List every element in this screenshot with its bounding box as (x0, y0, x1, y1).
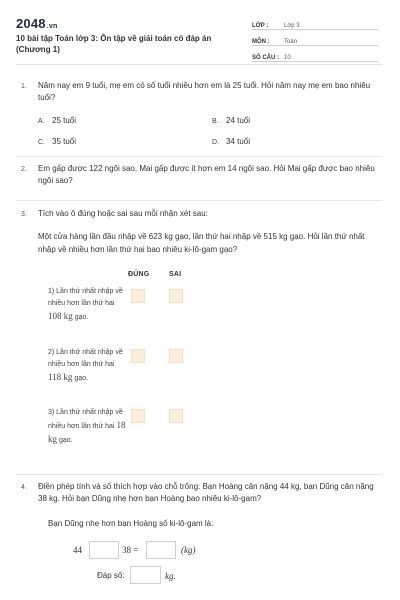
equation-unit: (kg) (181, 545, 196, 555)
question-separator (16, 200, 382, 201)
statement-suffix: gạo. (74, 375, 88, 382)
logo-tld: .vn (46, 23, 58, 30)
question-passage: Một cửa hàng lần đầu nhập về 623 kg gạo, lần thứ hai nhập về 515 kg gạo. Hỏi lần thứ nhất nhập về nhiều hơn lần thứ hai bao nhiêu ki-lô-gam gạo? (38, 232, 365, 254)
statement-suffix: gạo. (58, 437, 73, 444)
statement-1 (48, 286, 128, 324)
option-letter: B. (212, 118, 219, 125)
option-text: 34 tuổi (226, 137, 251, 146)
option-c[interactable] (38, 137, 76, 146)
worksheet-title: 10 bài tập Toán lớp 3: Ôn tập về giải toán có đáp án (Chương 1) (16, 34, 212, 54)
meta-value: Lớp 3 (284, 23, 300, 29)
final-answer-input[interactable] (130, 566, 161, 584)
option-b[interactable] (212, 116, 250, 125)
false-checkbox-3[interactable] (169, 409, 183, 423)
option-letter: A. (38, 118, 45, 125)
option-text: 35 tuổi (52, 137, 77, 146)
question-number: 2. (21, 166, 27, 173)
statement-2 (48, 347, 128, 385)
question-number: 1. (21, 83, 27, 90)
meta-key: MÔN : (252, 39, 270, 45)
final-answer-label: Đáp số: (97, 571, 125, 580)
question-number: 3. (21, 211, 27, 218)
true-checkbox-3[interactable] (131, 409, 145, 423)
operator-input[interactable] (89, 541, 119, 559)
option-text: 25 tuổi (52, 116, 77, 125)
option-d[interactable] (212, 137, 250, 146)
equation-right-operand: 38 = (122, 545, 139, 555)
result-input[interactable] (146, 541, 176, 559)
final-answer-unit: kg. (165, 571, 176, 581)
meta-value: 10 (284, 55, 291, 61)
statement-value: 18 kg (48, 420, 126, 444)
equation-left-operand: 44 (73, 545, 82, 555)
question-2 (16, 163, 382, 193)
meta-value: Toán (284, 39, 298, 45)
answer-prompt: Bạn Dũng nhẹ hơn bạn Hoàng số ki-lô-gam là: (48, 519, 214, 528)
meta-key: LỚP : (252, 23, 269, 29)
false-checkbox-1[interactable] (169, 289, 183, 303)
question-separator (16, 156, 382, 157)
meta-row-count (252, 46, 378, 62)
option-a[interactable] (38, 116, 76, 125)
option-text: 24 tuổi (226, 116, 251, 125)
meta-row-subject (252, 30, 378, 46)
statement-value: 118 kg (48, 372, 73, 382)
statement-text: 3) Lần thứ nhất nhập về nhiều hơn lần thứ hai (48, 409, 123, 430)
question-text: Điền phép tính và số thích hợp vào chỗ trống: Bạn Hoàng cân nặng 44 kg, bạn Dũng cân nặng 38 kg. Hỏi bạn Dũng nhẹ hơn bạn Hoàng bao nhiêu ki-lô-gam? (38, 482, 374, 503)
question-4 (16, 481, 382, 511)
column-true-header: ĐÚNG (128, 271, 150, 278)
meta-key: SỐ CÂU : (252, 55, 279, 61)
question-number: 4. (21, 484, 27, 491)
question-text: Tích vào ô đúng hoặc sai sau mỗi nhận xét sau: (38, 209, 208, 218)
option-letter: C. (38, 139, 45, 146)
question-3 (16, 208, 382, 268)
question-separator (16, 474, 382, 475)
option-letter: D. (212, 139, 219, 146)
column-false-header: SAI (169, 271, 182, 278)
true-checkbox-1[interactable] (131, 289, 145, 303)
question-text: Em gấp được 122 ngôi sao, Mai gấp được ít hơn em 14 ngôi sao. Hỏi Mai gấp được bao nhiêu ngôi sao? (38, 164, 375, 185)
statement-text: 2) Lần thứ nhất nhập về nhiều hơn lần thứ hai (48, 349, 123, 368)
question-text: Năm nay em 9 tuổi, mẹ em có số tuổi nhiều hơn em là 25 tuổi. Hỏi năm nay mẹ em bao nhiêu tuổi? (38, 81, 371, 102)
header-divider (16, 64, 382, 65)
meta-panel (252, 14, 378, 62)
true-checkbox-2[interactable] (131, 349, 145, 363)
site-logo[interactable] (16, 16, 57, 31)
logo-text: 2048 (16, 16, 46, 31)
false-checkbox-2[interactable] (169, 349, 183, 363)
meta-row-grade (252, 14, 378, 30)
statement-value: 108 kg (48, 311, 73, 321)
statement-text: 1) Lần thứ nhất nhập về nhiều hơn lần thứ hai (48, 288, 123, 307)
statement-3 (48, 407, 128, 447)
statement-suffix: gạo. (74, 314, 89, 321)
